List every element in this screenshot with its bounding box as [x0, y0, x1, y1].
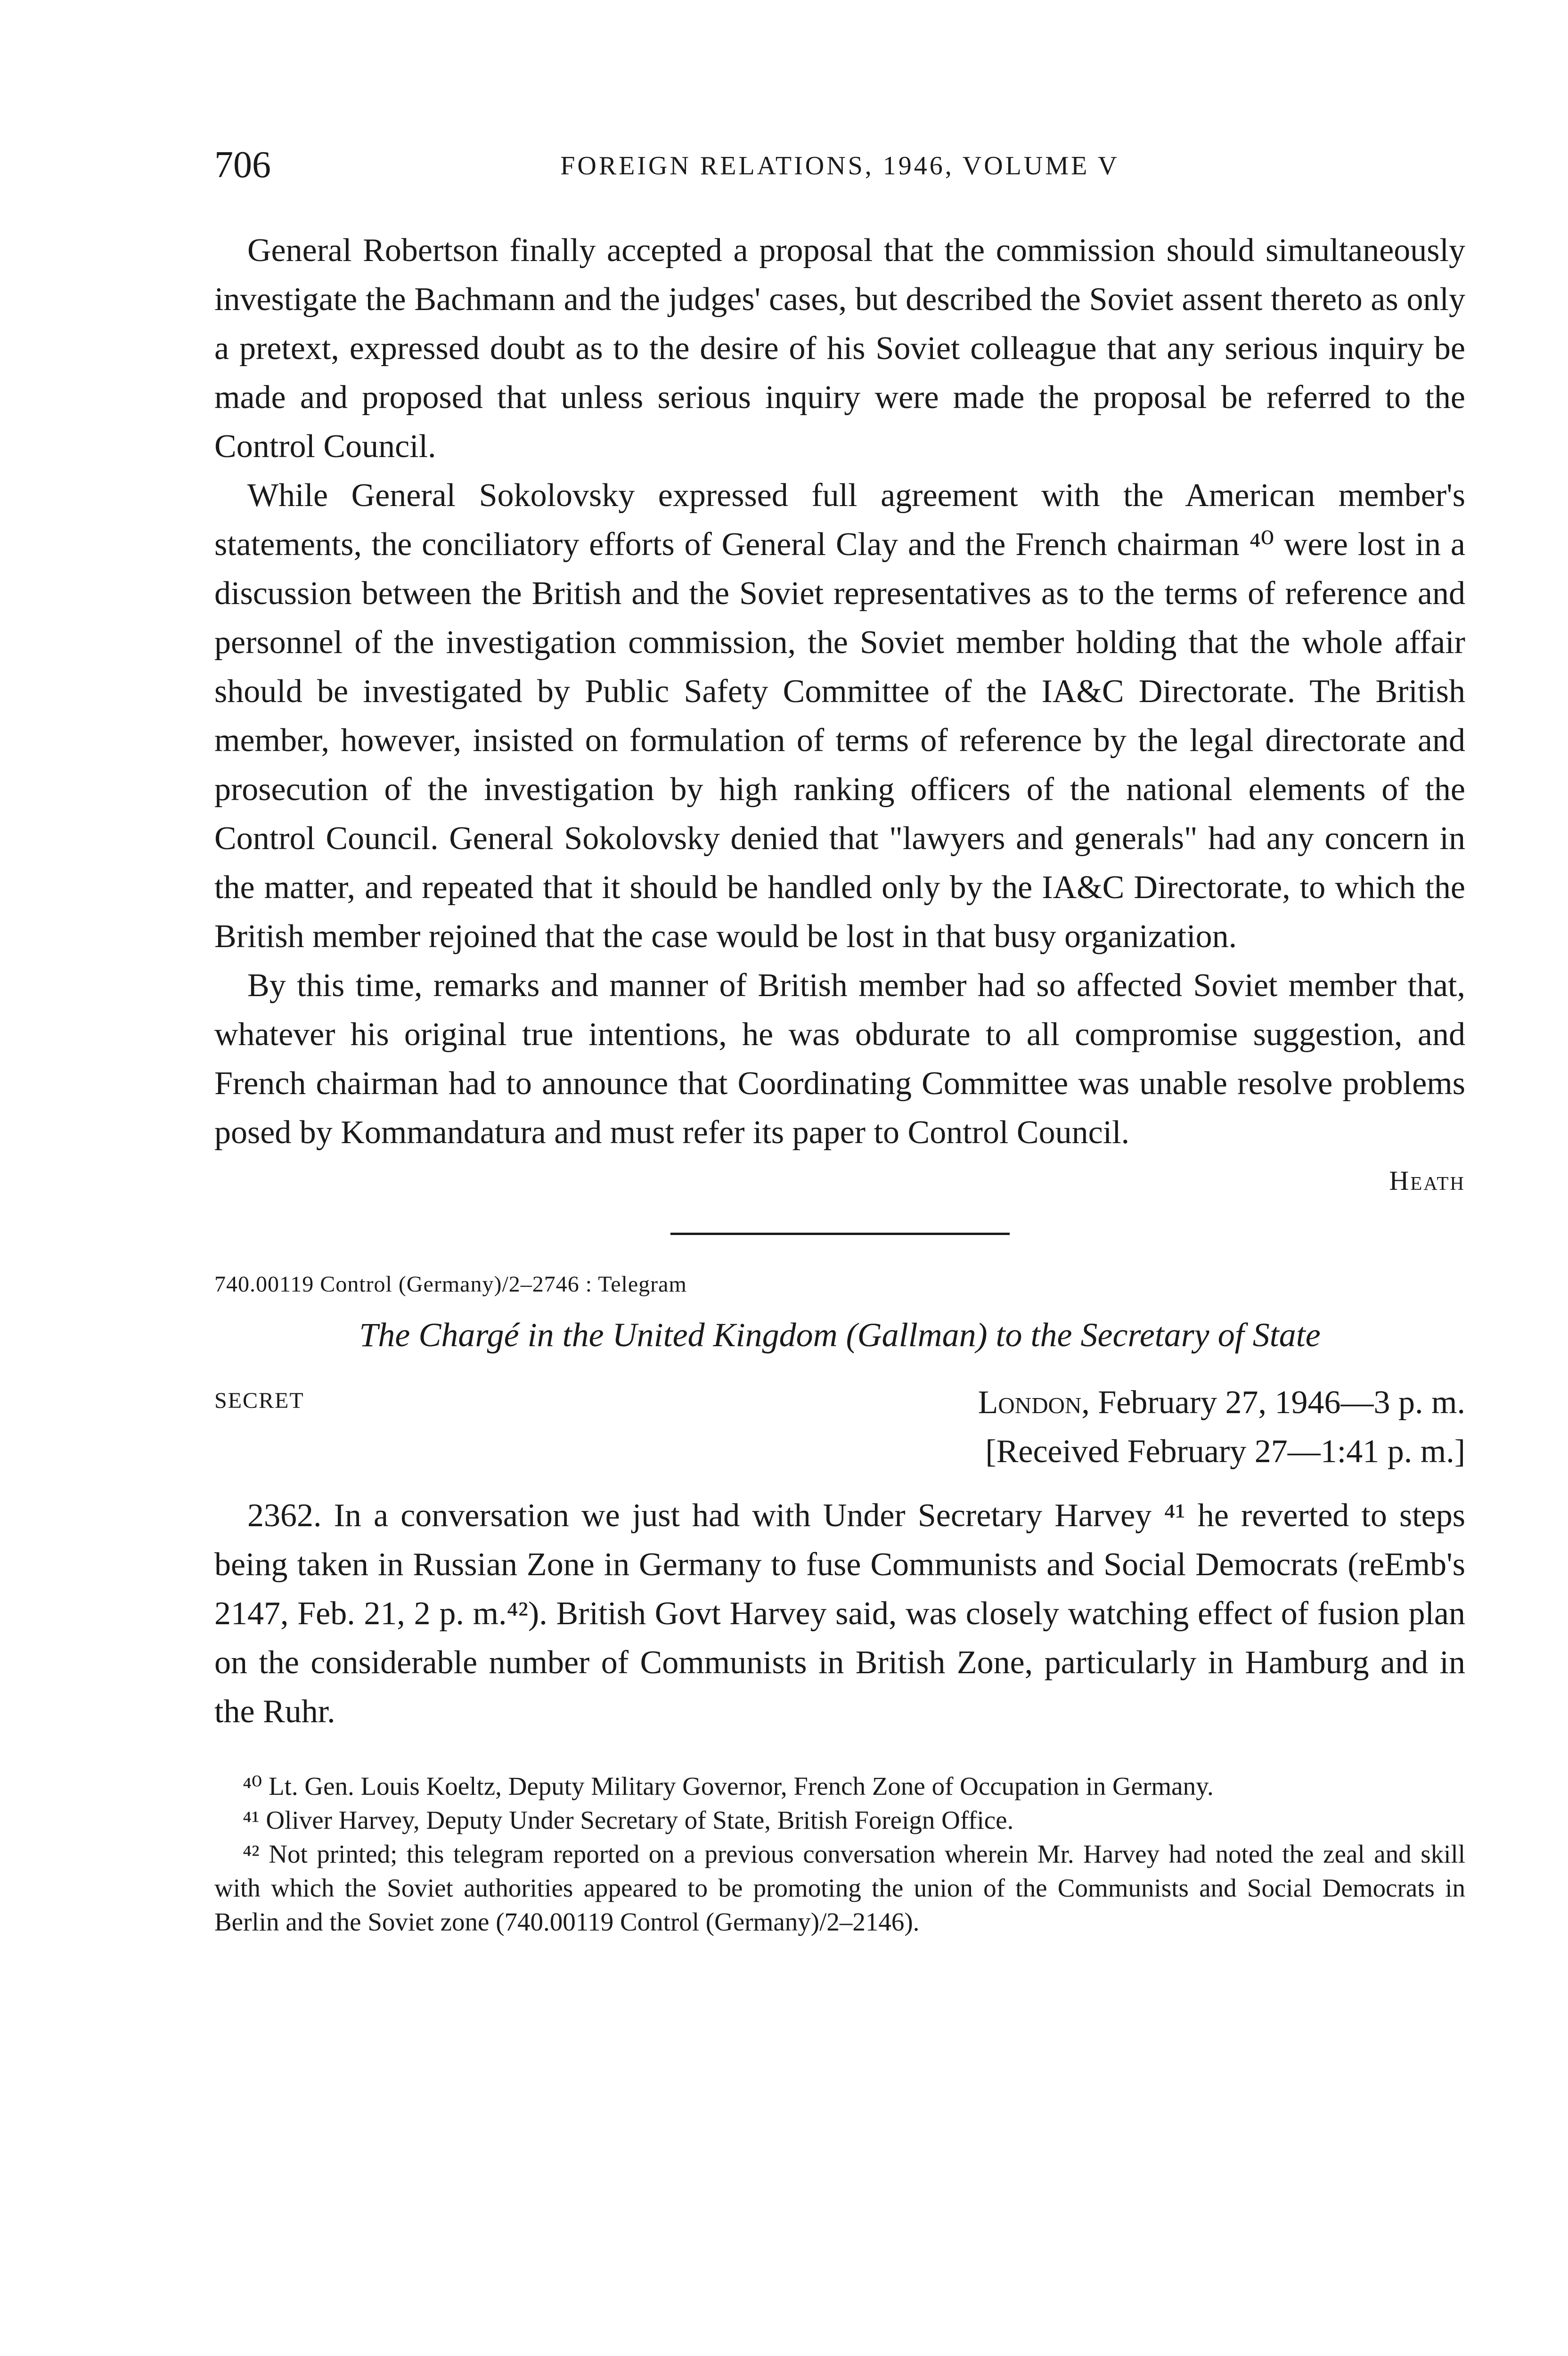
footnote: ⁴² Not printed; this telegram reported on a previous conversation wherein Mr. Harvey had noted the zeal and skill with which the Soviet authorities appeared to be promoting the union of the Communists and Social Democrats in Berlin and the Soviet zone (740.00119 Control (Germany)/2–2146).	[214, 1840, 1465, 1936]
document-page	[214, 141, 1465, 1939]
dateline-place: London	[978, 1384, 1082, 1421]
running-title: FOREIGN RELATIONS, 1946, VOLUME V	[560, 151, 1119, 180]
document-title: The Chargé in the United Kingdom (Gallman) to the Secretary of State	[359, 1316, 1321, 1354]
body-paragraph: While General Sokolovsky expressed full agreement with the American member's statements, the conciliatory efforts of General Clay and the French chairman ⁴⁰ were lost in a discussion between the British and the Soviet representatives as to the terms of reference and personnel of the investigation commission, the Soviet member holding that the whole affair should be investigated by Public Safety Committee of the IA&C Directorate. The British member, however, insisted on formulation of terms of reference by the legal directorate and prosecution of the investigation by high ranking officers of the national elements of the Control Council. General Sokolovsky denied that "lawyers and generals" had any concern in the matter, and repeated that it should be handled only by the IA&C Directorate, to which the British member rejoined that the case would be lost in that busy organization.	[214, 477, 1465, 955]
footnote: ⁴⁰ Lt. Gen. Louis Koeltz, Deputy Military Governor, French Zone of Occupation in Germany.	[243, 1772, 1214, 1800]
dateline-date: , February 27, 1946—3 p. m.	[1081, 1384, 1465, 1421]
body-paragraph: By this time, remarks and manner of British member had so affected Soviet member that, whatever his original true intentions, he was obdurate to all compromise suggestion, and French chairman had to announce that Coordinating Committee was unable resolve problems posed by Kommandatura and must refer its paper to Control Council.	[214, 967, 1465, 1151]
dateline-received: [Received February 27—1:41 p. m.]	[985, 1433, 1465, 1470]
section-divider	[670, 1233, 1010, 1235]
file-reference: 740.00119 Control (Germany)/2–2746 : Telegram	[214, 1272, 687, 1297]
dateline	[978, 1378, 1465, 1476]
classification-label: SECRET	[214, 1388, 304, 1413]
footnote: ⁴¹ Oliver Harvey, Deputy Under Secretary of State, British Foreign Office.	[243, 1806, 1014, 1834]
body-paragraph: General Robertson finally accepted a proposal that the commission should simultaneously investigate the Bachmann and the judges' cases, but described the Soviet assent thereto as only a pretext, expressed doubt as to the desire of his Soviet colleague that any serious inquiry be made and proposed that unless serious inquiry were made the proposal be referred to the Control Council.	[214, 232, 1465, 465]
telegram-header	[214, 1378, 1465, 1487]
footnotes	[214, 1769, 1465, 1939]
signature: Heath	[1389, 1165, 1465, 1196]
page-number: 706	[214, 144, 271, 186]
telegram-body: 2362. In a conversation we just had with Under Secretary Harvey ⁴¹ he reverted to steps being taken in Russian Zone in Germany to fuse Communists and Social Democrats (reEmb's 2147, Feb. 21, 2 p. m.⁴²). British Govt Harvey said, was closely watching effect of fusion plan on the considerable number of Communists in British Zone, particularly in Hamburg and in the Ruhr.	[214, 1497, 1465, 1730]
dateline-sent	[978, 1378, 1465, 1427]
running-head	[214, 141, 1465, 198]
